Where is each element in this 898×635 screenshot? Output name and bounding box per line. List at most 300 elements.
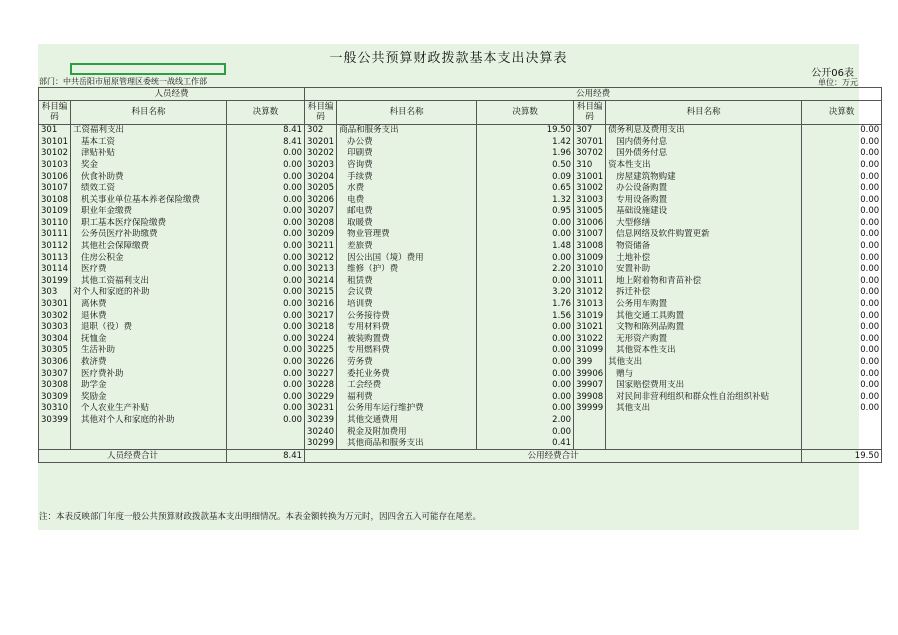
- cell-code: 30114: [39, 264, 71, 276]
- section-personnel: 人员经费: [39, 88, 305, 101]
- cell-code: 30107: [39, 183, 71, 195]
- cell-code: 39908: [574, 391, 606, 403]
- cell-name: 差旅费: [337, 241, 477, 253]
- cell-code: 30109: [39, 206, 71, 218]
- table-row: [39, 356, 882, 368]
- cell-name: 被装购置费: [337, 333, 477, 345]
- total-personnel-label: 人员经费合计: [39, 450, 227, 463]
- cell-amount: 0.00: [477, 252, 574, 264]
- cell-code: 31006: [574, 217, 606, 229]
- cell-amount: 0.50: [477, 159, 574, 171]
- header-amount: 决算数: [227, 100, 305, 124]
- cell-name: 其他资本性支出: [606, 345, 802, 357]
- cell-name: 其他支出: [606, 356, 802, 368]
- expenditure-table: [38, 87, 882, 463]
- cell-code: 31011: [574, 275, 606, 287]
- cell-name: 专用设备购置: [606, 194, 802, 206]
- cell-amount: 0.00: [227, 275, 305, 287]
- cell-amount: 3.20: [477, 287, 574, 299]
- cell-code: 30108: [39, 194, 71, 206]
- form-code: 公开06表: [811, 68, 854, 79]
- cell-amount: 0.00: [227, 345, 305, 357]
- cell-code: 30217: [305, 310, 337, 322]
- header-amount: 决算数: [477, 100, 574, 124]
- cell-code: 39906: [574, 368, 606, 380]
- cell-amount: 8.41: [227, 124, 305, 136]
- cell-name: 其他交通工具购置: [606, 310, 802, 322]
- cell-code: 30207: [305, 206, 337, 218]
- cell-name: 其他支出: [606, 403, 802, 415]
- column-header-row: [39, 100, 882, 124]
- cell-code: 310: [574, 159, 606, 171]
- cell-code: 30303: [39, 322, 71, 334]
- cell-amount: 0.00: [227, 206, 305, 218]
- cell-amount: 0.00: [477, 345, 574, 357]
- cell-code: 30113: [39, 252, 71, 264]
- cell-name: 办公费: [337, 136, 477, 148]
- cell-name: 退休费: [71, 310, 227, 322]
- cell-name: 其他交通费用: [337, 414, 477, 426]
- cell-name: 其他社会保障缴费: [71, 241, 227, 253]
- cell-amount: [802, 426, 882, 438]
- cell-amount: 0.00: [227, 287, 305, 299]
- cell-name: 委托业务费: [337, 368, 477, 380]
- cell-code: [574, 426, 606, 438]
- header-code: 科目编码: [574, 100, 606, 124]
- cell-name: 公务用车购置: [606, 299, 802, 311]
- cell-name: 对民间非营利组织和群众性自治组织补贴: [606, 391, 802, 403]
- cell-name: 其他对个人和家庭的补助: [71, 414, 227, 426]
- cell-name: 公务员医疗补助缴费: [71, 229, 227, 241]
- table-row: [39, 275, 882, 287]
- cell-code: 301: [39, 124, 71, 136]
- cell-name: 奖金: [71, 159, 227, 171]
- cell-name: 办公设备购置: [606, 183, 802, 195]
- cell-amount: 0.00: [227, 183, 305, 195]
- cell-name: 基本工资: [71, 136, 227, 148]
- cell-amount: 0.00: [477, 368, 574, 380]
- cell-amount: 0.00: [802, 380, 882, 392]
- cell-amount: 0.00: [802, 345, 882, 357]
- cell-name: 医疗费补助: [71, 368, 227, 380]
- cell-amount: 0.00: [802, 194, 882, 206]
- cell-amount: 0.00: [227, 380, 305, 392]
- table-row: [39, 368, 882, 380]
- cell-code: 31099: [574, 345, 606, 357]
- cell-amount: 0.09: [477, 171, 574, 183]
- cell-code: 30299: [305, 438, 337, 450]
- cell-amount: 0.00: [477, 391, 574, 403]
- cell-amount: 0.00: [477, 356, 574, 368]
- table-row: [39, 333, 882, 345]
- cell-code: 31019: [574, 310, 606, 322]
- cell-name: 安置补助: [606, 264, 802, 276]
- cell-amount: 0.41: [477, 438, 574, 450]
- cell-code: 30229: [305, 391, 337, 403]
- cell-name: 职工基本医疗保险缴费: [71, 217, 227, 229]
- cell-code: 31002: [574, 183, 606, 195]
- cell-name: [606, 414, 802, 426]
- cell-amount: 0.00: [227, 241, 305, 253]
- cell-amount: 0.00: [802, 299, 882, 311]
- unit-label: 单位：万元: [818, 78, 858, 87]
- table-row: [39, 438, 882, 450]
- cell-name: 咨询费: [337, 159, 477, 171]
- table-row: [39, 171, 882, 183]
- cell-code: 302: [305, 124, 337, 136]
- cell-code: 30225: [305, 345, 337, 357]
- cell-name: [71, 426, 227, 438]
- table-row: [39, 299, 882, 311]
- cell-amount: 0.00: [227, 333, 305, 345]
- department-label: 部门：中共岳阳市屈原管理区委统一战线工作部: [39, 77, 207, 86]
- cell-name: 大型修缮: [606, 217, 802, 229]
- cell-code: 31001: [574, 171, 606, 183]
- cell-amount: 0.00: [802, 403, 882, 415]
- cell-name: 其他商品和服务支出: [337, 438, 477, 450]
- cell-name: 赠与: [606, 368, 802, 380]
- cell-amount: 1.32: [477, 194, 574, 206]
- cell-amount: 0.00: [477, 229, 574, 241]
- cell-name: 电费: [337, 194, 477, 206]
- table-row: [39, 183, 882, 195]
- cell-name: 物资储备: [606, 241, 802, 253]
- cell-name: 无形资产购置: [606, 333, 802, 345]
- cell-amount: 0.00: [227, 264, 305, 276]
- cell-name: 津贴补贴: [71, 148, 227, 160]
- cell-amount: 1.48: [477, 241, 574, 253]
- cell-amount: 0.95: [477, 206, 574, 218]
- cell-code: 30202: [305, 148, 337, 160]
- cell-code: 31003: [574, 194, 606, 206]
- cell-code: 30101: [39, 136, 71, 148]
- cell-code: 30216: [305, 299, 337, 311]
- table-row: [39, 241, 882, 253]
- cell-name: 国内债务付息: [606, 136, 802, 148]
- header-code: 科目编码: [305, 100, 337, 124]
- cell-code: 30701: [574, 136, 606, 148]
- table-row: [39, 414, 882, 426]
- cell-amount: 0.00: [227, 414, 305, 426]
- header-name: 科目名称: [606, 100, 802, 124]
- cell-amount: 0.00: [227, 194, 305, 206]
- cell-code: 30206: [305, 194, 337, 206]
- cell-name: 拆迁补偿: [606, 287, 802, 299]
- cell-amount: 0.00: [802, 322, 882, 334]
- cell-code: 30211: [305, 241, 337, 253]
- report-title: 一般公共预算财政拨款基本支出决算表: [329, 51, 568, 66]
- cell-amount: 0.00: [477, 380, 574, 392]
- cell-amount: 0.00: [802, 310, 882, 322]
- table-row: [39, 310, 882, 322]
- cell-code: 30213: [305, 264, 337, 276]
- cell-amount: 0.00: [227, 322, 305, 334]
- cell-amount: 0.00: [227, 252, 305, 264]
- cell-amount: 0.00: [802, 391, 882, 403]
- table-row: [39, 136, 882, 148]
- cell-name: 退职（役）费: [71, 322, 227, 334]
- cell-name: 公务用车运行维护费: [337, 403, 477, 415]
- cell-name: 劳务费: [337, 356, 477, 368]
- cell-amount: 1.76: [477, 299, 574, 311]
- cell-code: 30218: [305, 322, 337, 334]
- cell-code: 30228: [305, 380, 337, 392]
- cell-code: 31009: [574, 252, 606, 264]
- section-header-row: [39, 88, 882, 101]
- cell-amount: 0.00: [802, 368, 882, 380]
- cell-amount: [802, 414, 882, 426]
- cell-code: 30239: [305, 414, 337, 426]
- table-row: [39, 322, 882, 334]
- cell-code: 30203: [305, 159, 337, 171]
- cell-name: 住房公积金: [71, 252, 227, 264]
- cell-name: 机关事业单位基本养老保险缴费: [71, 194, 227, 206]
- cell-name: 专用材料费: [337, 322, 477, 334]
- table-row: [39, 403, 882, 415]
- cell-code: 307: [574, 124, 606, 136]
- cell-amount: 8.41: [227, 136, 305, 148]
- cell-name: 基础设施建设: [606, 206, 802, 218]
- cell-amount: 0.00: [802, 136, 882, 148]
- table-row: [39, 148, 882, 160]
- cell-name: 抚恤金: [71, 333, 227, 345]
- cell-code: 39907: [574, 380, 606, 392]
- cell-name: 手续费: [337, 171, 477, 183]
- cell-amount: 0.00: [802, 159, 882, 171]
- cell-name: 公务接待费: [337, 310, 477, 322]
- cell-amount: 0.00: [802, 148, 882, 160]
- cell-name: 租赁费: [337, 275, 477, 287]
- table-row: [39, 345, 882, 357]
- header-amount: 决算数: [802, 100, 882, 124]
- cell-name: 地上附着物和青苗补偿: [606, 275, 802, 287]
- cell-name: 债务利息及费用支出: [606, 124, 802, 136]
- cell-amount: 0.00: [227, 310, 305, 322]
- table-row: [39, 206, 882, 218]
- cell-name: 伙食补助费: [71, 171, 227, 183]
- cell-name: 房屋建筑物购建: [606, 171, 802, 183]
- cell-code: 30208: [305, 217, 337, 229]
- cell-code: 30226: [305, 356, 337, 368]
- cell-name: 离休费: [71, 299, 227, 311]
- cell-name: 信息网络及软件购置更新: [606, 229, 802, 241]
- table-row: [39, 194, 882, 206]
- cell-code: 30309: [39, 391, 71, 403]
- cell-code: 31012: [574, 287, 606, 299]
- table-row: [39, 380, 882, 392]
- total-personnel-value: 8.41: [227, 450, 305, 463]
- table-row: [39, 252, 882, 264]
- cell-amount: 0.00: [477, 426, 574, 438]
- cell-code: [574, 438, 606, 450]
- cell-code: 30106: [39, 171, 71, 183]
- cell-amount: 0.00: [802, 183, 882, 195]
- cell-name: 其他工资福利支出: [71, 275, 227, 287]
- table-row: [39, 229, 882, 241]
- cell-amount: 1.56: [477, 310, 574, 322]
- cell-name: [606, 438, 802, 450]
- cell-name: 维修（护）费: [337, 264, 477, 276]
- cell-code: 30204: [305, 171, 337, 183]
- section-public: 公用经费: [305, 88, 882, 101]
- cell-code: 30306: [39, 356, 71, 368]
- table-row: [39, 264, 882, 276]
- cell-code: 30308: [39, 380, 71, 392]
- cell-name: 资本性支出: [606, 159, 802, 171]
- cell-amount: [227, 426, 305, 438]
- cell-code: [39, 438, 71, 450]
- cell-amount: 0.00: [477, 275, 574, 287]
- cell-amount: 0.00: [477, 333, 574, 345]
- cell-code: 30301: [39, 299, 71, 311]
- cell-name: 国外债务付息: [606, 148, 802, 160]
- cell-code: 30102: [39, 148, 71, 160]
- cell-name: 商品和服务支出: [337, 124, 477, 136]
- cell-code: 399: [574, 356, 606, 368]
- cell-name: 土地补偿: [606, 252, 802, 264]
- cell-amount: 0.00: [227, 391, 305, 403]
- cell-amount: 19.50: [477, 124, 574, 136]
- cell-name: 奖励金: [71, 391, 227, 403]
- total-public-value: 19.50: [802, 450, 882, 463]
- table-row: [39, 287, 882, 299]
- table-row: [39, 426, 882, 438]
- table-row: [39, 124, 882, 136]
- cell-amount: 0.00: [227, 299, 305, 311]
- cell-name: 工会经费: [337, 380, 477, 392]
- cell-code: 30214: [305, 275, 337, 287]
- cell-amount: 0.00: [802, 333, 882, 345]
- cell-amount: 0.00: [227, 159, 305, 171]
- cell-amount: 0.00: [227, 356, 305, 368]
- cell-code: [574, 414, 606, 426]
- cell-amount: 0.00: [802, 264, 882, 276]
- cell-amount: 0.00: [802, 252, 882, 264]
- cell-amount: [227, 438, 305, 450]
- cell-amount: 0.00: [802, 124, 882, 136]
- cell-name: 国家赔偿费用支出: [606, 380, 802, 392]
- cell-name: 税金及附加费用: [337, 426, 477, 438]
- total-public-label: 公用经费合计: [305, 450, 802, 463]
- cell-amount: 0.00: [227, 229, 305, 241]
- cell-name: [71, 438, 227, 450]
- cell-amount: 0.65: [477, 183, 574, 195]
- cell-code: 30305: [39, 345, 71, 357]
- cell-code: 39999: [574, 403, 606, 415]
- cell-code: 30111: [39, 229, 71, 241]
- cell-code: 30215: [305, 287, 337, 299]
- cell-code: 30231: [305, 403, 337, 415]
- cell-name: 福利费: [337, 391, 477, 403]
- cell-code: 30103: [39, 159, 71, 171]
- cell-name: 水费: [337, 183, 477, 195]
- cell-code: 30307: [39, 368, 71, 380]
- cell-amount: 2.20: [477, 264, 574, 276]
- cell-amount: 2.00: [477, 414, 574, 426]
- cell-name: [606, 426, 802, 438]
- cell-name: 会议费: [337, 287, 477, 299]
- cell-amount: 0.00: [227, 217, 305, 229]
- cell-name: 个人农业生产补贴: [71, 403, 227, 415]
- cell-amount: 0.00: [227, 148, 305, 160]
- cell-amount: 0.00: [802, 275, 882, 287]
- totals-row: [39, 450, 882, 463]
- cell-amount: 0.00: [477, 322, 574, 334]
- cell-code: 30199: [39, 275, 71, 287]
- cell-code: 30201: [305, 136, 337, 148]
- cell-amount: 0.00: [227, 368, 305, 380]
- cell-code: [39, 426, 71, 438]
- cell-name: 助学金: [71, 380, 227, 392]
- cell-amount: 0.00: [802, 287, 882, 299]
- header-name: 科目名称: [337, 100, 477, 124]
- table-row: [39, 217, 882, 229]
- cell-code: 31010: [574, 264, 606, 276]
- cell-name: 文物和陈列品购置: [606, 322, 802, 334]
- cell-name: 物业管理费: [337, 229, 477, 241]
- cell-amount: 1.96: [477, 148, 574, 160]
- cell-amount: [802, 438, 882, 450]
- cell-amount: 0.00: [227, 403, 305, 415]
- table-row: [39, 159, 882, 171]
- cell-amount: 0.00: [227, 171, 305, 183]
- cell-name: 印刷费: [337, 148, 477, 160]
- cell-code: 30224: [305, 333, 337, 345]
- cell-code: 30227: [305, 368, 337, 380]
- cell-name: 对个人和家庭的补助: [71, 287, 227, 299]
- cell-name: 因公出国（境）费用: [337, 252, 477, 264]
- cell-name: 生活补助: [71, 345, 227, 357]
- cell-amount: 0.00: [802, 171, 882, 183]
- cell-name: 救济费: [71, 356, 227, 368]
- header-name: 科目名称: [71, 100, 227, 124]
- cell-code: 30304: [39, 333, 71, 345]
- cell-code: 31013: [574, 299, 606, 311]
- cell-code: 30240: [305, 426, 337, 438]
- cell-code: 31007: [574, 229, 606, 241]
- cell-name: 专用燃料费: [337, 345, 477, 357]
- cell-code: 303: [39, 287, 71, 299]
- footnote: 注：本表反映部门年度一般公共预算财政拨款基本支出明细情况。本表金额转换为万元时，因四舍五入可能存在尾差。: [39, 512, 482, 522]
- cell-name: 培训费: [337, 299, 477, 311]
- cell-code: 31021: [574, 322, 606, 334]
- cell-code: 30112: [39, 241, 71, 253]
- table-row: [39, 391, 882, 403]
- cell-code: 30399: [39, 414, 71, 426]
- cell-amount: 0.00: [802, 229, 882, 241]
- cell-name: 邮电费: [337, 206, 477, 218]
- cell-name: 取暖费: [337, 217, 477, 229]
- cell-amount: 0.00: [802, 241, 882, 253]
- cell-code: 30209: [305, 229, 337, 241]
- cell-amount: 0.00: [477, 403, 574, 415]
- cell-code: 30110: [39, 217, 71, 229]
- cell-amount: 0.00: [802, 356, 882, 368]
- cell-code: 31022: [574, 333, 606, 345]
- cell-amount: 0.00: [802, 206, 882, 218]
- cell-code: 30302: [39, 310, 71, 322]
- cell-amount: 0.00: [802, 217, 882, 229]
- cell-code: 30205: [305, 183, 337, 195]
- header-code: 科目编码: [39, 100, 71, 124]
- cell-code: 30310: [39, 403, 71, 415]
- cell-code: 31008: [574, 241, 606, 253]
- cell-code: 30702: [574, 148, 606, 160]
- cell-amount: 1.42: [477, 136, 574, 148]
- cell-name: 医疗费: [71, 264, 227, 276]
- cell-code: 31005: [574, 206, 606, 218]
- cell-name: 工资福利支出: [71, 124, 227, 136]
